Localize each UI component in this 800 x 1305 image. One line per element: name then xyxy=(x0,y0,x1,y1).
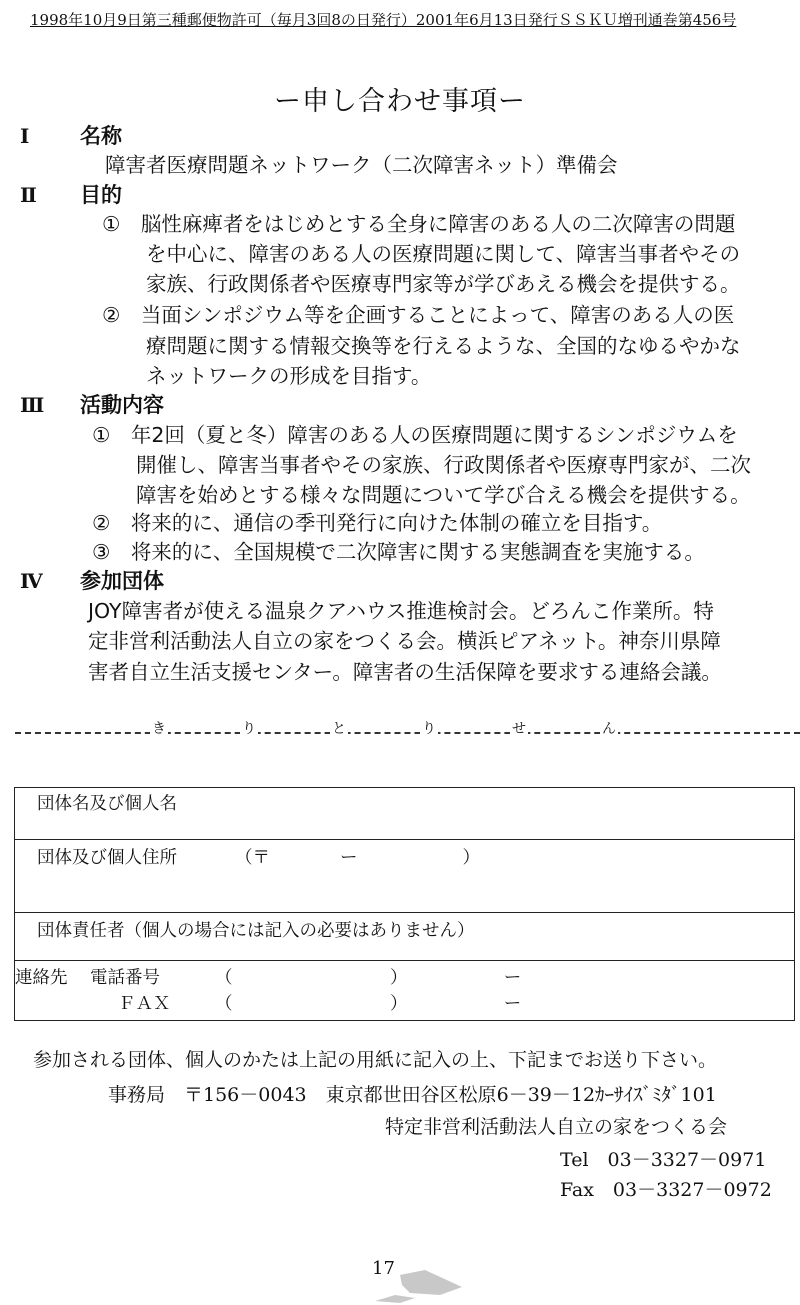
section-2-line: ② 当面シンポジウム等を企画することによって、障害のある人の医 xyxy=(102,303,735,327)
section-2-number: Ⅱ xyxy=(20,183,37,207)
cut-line-char: せ xyxy=(510,718,528,738)
section-3-line: 障害を始めとする様々な問題について学び合える機会を提供する。 xyxy=(136,483,751,507)
address-row[interactable] xyxy=(15,841,794,913)
contact-label: 連絡先 xyxy=(15,968,68,988)
section-3-line: ① 年2回（夏と冬）障害のある人の医療問題に関するシンポジウムを xyxy=(92,423,738,447)
page-title: ー申し合わせ事項ー xyxy=(274,86,526,117)
section-2-line: ネットワークの形成を目指す。 xyxy=(146,364,432,388)
cut-line xyxy=(15,732,800,734)
section-2-heading: 目的 xyxy=(80,183,122,207)
section-2-line: 家族、行政関係者や医療専門家等が学びあえる機会を提供する。 xyxy=(146,272,741,296)
footer-office: 事務局 〒156－0043 東京都世田谷区松原6－39－12ｶｰｻｲｽﾞﾐﾀﾞ101 xyxy=(108,1084,717,1106)
representative-row[interactable] xyxy=(15,914,794,961)
section-4-line: 害者自立生活支援センター。障害者の生活保障を要求する連絡会議。 xyxy=(88,660,722,684)
contact-row xyxy=(15,962,794,1020)
section-2-line: ① 脳性麻痺者をはじめとする全身に障害のある人の二次障害の問題 xyxy=(102,212,736,236)
section-3-number: Ⅲ xyxy=(20,393,45,417)
section-3-line: ② 将来的に、通信の季刊発行に向けた体制の確立を目指す。 xyxy=(92,511,663,535)
name-label: 団体名及び個人名 xyxy=(37,794,177,814)
section-4-line: 定非営利活動法人自立の家をつくる会。横浜ピアネット。神奈川県障 xyxy=(88,629,721,653)
footer-fax: Fax 03－3327－0972 xyxy=(560,1179,772,1201)
section-4-line: JOY障害者が使える温泉クアハウス推進検討会。どろんこ作業所。特 xyxy=(88,599,714,623)
section-3-heading: 活動内容 xyxy=(80,393,164,417)
cut-line-char: ん xyxy=(600,718,618,738)
section-2-line: を中心に、障害のある人の医療問題に関して、障害当事者やその xyxy=(146,242,741,266)
cut-line-char: き xyxy=(150,718,168,738)
footer-instruction: 参加される団体、個人のかたは上記の用紙に記入の上、下記までお送り下さい。 xyxy=(33,1049,718,1071)
postal-code-field[interactable]: （〒 ー ） xyxy=(235,848,480,868)
cut-line-char: り xyxy=(420,718,438,738)
tel-field[interactable]: （ ） ー xyxy=(215,968,522,988)
registration-form xyxy=(14,787,795,1021)
section-1-line: 障害者医療問題ネットワーク（二次障害ネット）準備会 xyxy=(105,153,618,177)
section-4-number: Ⅳ xyxy=(20,569,43,593)
cut-line-char: と xyxy=(330,718,348,738)
fax-field[interactable]: （ ） ー xyxy=(215,994,522,1014)
section-3-line: 開催し、障害当事者やその家族、行政関係者や医療専門家が、二次 xyxy=(136,453,751,477)
footer-organization: 特定非営利活動法人自立の家をつくる会 xyxy=(385,1116,728,1138)
address-label: 団体及び個人住所 xyxy=(37,848,177,868)
section-1-number: Ⅰ xyxy=(20,124,30,148)
section-3-line: ③ 将来的に、全国規模で二次障害に関する実態調査を実施する。 xyxy=(92,540,705,564)
tel-label: 電話番号 xyxy=(90,968,160,988)
section-1-heading: 名称 xyxy=(80,124,122,148)
fax-label: ＦＡＸ xyxy=(118,994,171,1014)
section-2-line: 療問題に関する情報交換等を行えるような、全国的なゆるやかな xyxy=(146,334,741,358)
section-4-heading: 参加団体 xyxy=(80,569,164,593)
page-number: 17 xyxy=(372,1258,395,1279)
name-row[interactable] xyxy=(15,788,794,840)
footer-tel: Tel 03－3327－0971 xyxy=(560,1149,767,1171)
representative-label: 団体責任者（個人の場合には記入の必要はありません） xyxy=(37,921,475,941)
scan-smudge-decoration xyxy=(370,1265,465,1305)
publication-header: 1998年10月9日第三種郵便物許可（毎月3回8の日発行）2001年6月13日発行ＳＳＫＵ増刊通巻第456号 xyxy=(30,11,737,29)
cut-line-char: り xyxy=(240,718,258,738)
